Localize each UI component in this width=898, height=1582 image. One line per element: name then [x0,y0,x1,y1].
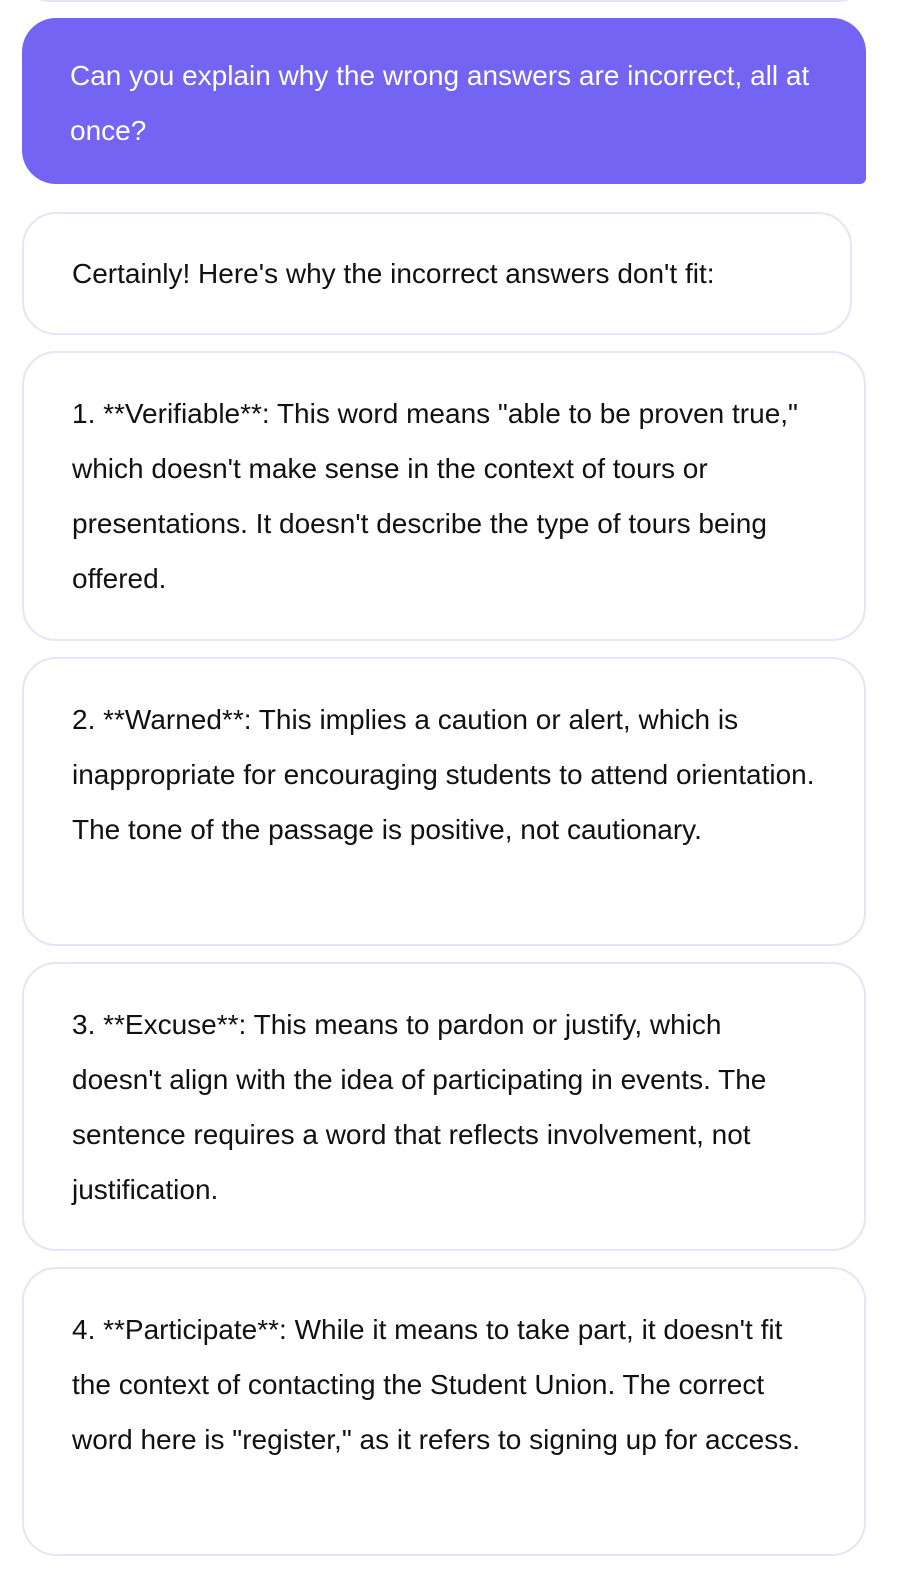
assistant-message-intro [22,212,852,335]
assistant-point-text: 2. **Warned**: This implies a caution or alert, which is inappropriate for encouraging students to attend orientation. The tone of the passage is positive, not cautionary. [72,704,815,845]
user-message-bubble [22,18,866,184]
assistant-point-text: 1. **Verifiable**: This word means "able to be proven true," which doesn't make sense in the context of tours or presentations. It doesn't describe the type of tours being offered. [72,398,798,594]
assistant-message-point-2 [22,657,866,946]
assistant-point-text: 3. **Excuse**: This means to pardon or justify, which doesn't align with the idea of participating in events. The sentence requires a word that reflects involvement, not justification. [72,1009,767,1205]
user-message-text: Can you explain why the wrong answers are incorrect, all at once? [70,60,810,146]
assistant-point-text: 4. **Participate**: While it means to take part, it doesn't fit the context of contacting the Student Union. The correct word here is "register," as it refers to signing up for access. [72,1314,800,1455]
assistant-message-point-1 [22,351,866,641]
assistant-message-point-4 [22,1267,866,1556]
assistant-message-point-3 [22,962,866,1251]
previous-message-bubble [26,0,862,2]
assistant-intro-text: Certainly! Here's why the incorrect answers don't fit: [72,258,715,289]
